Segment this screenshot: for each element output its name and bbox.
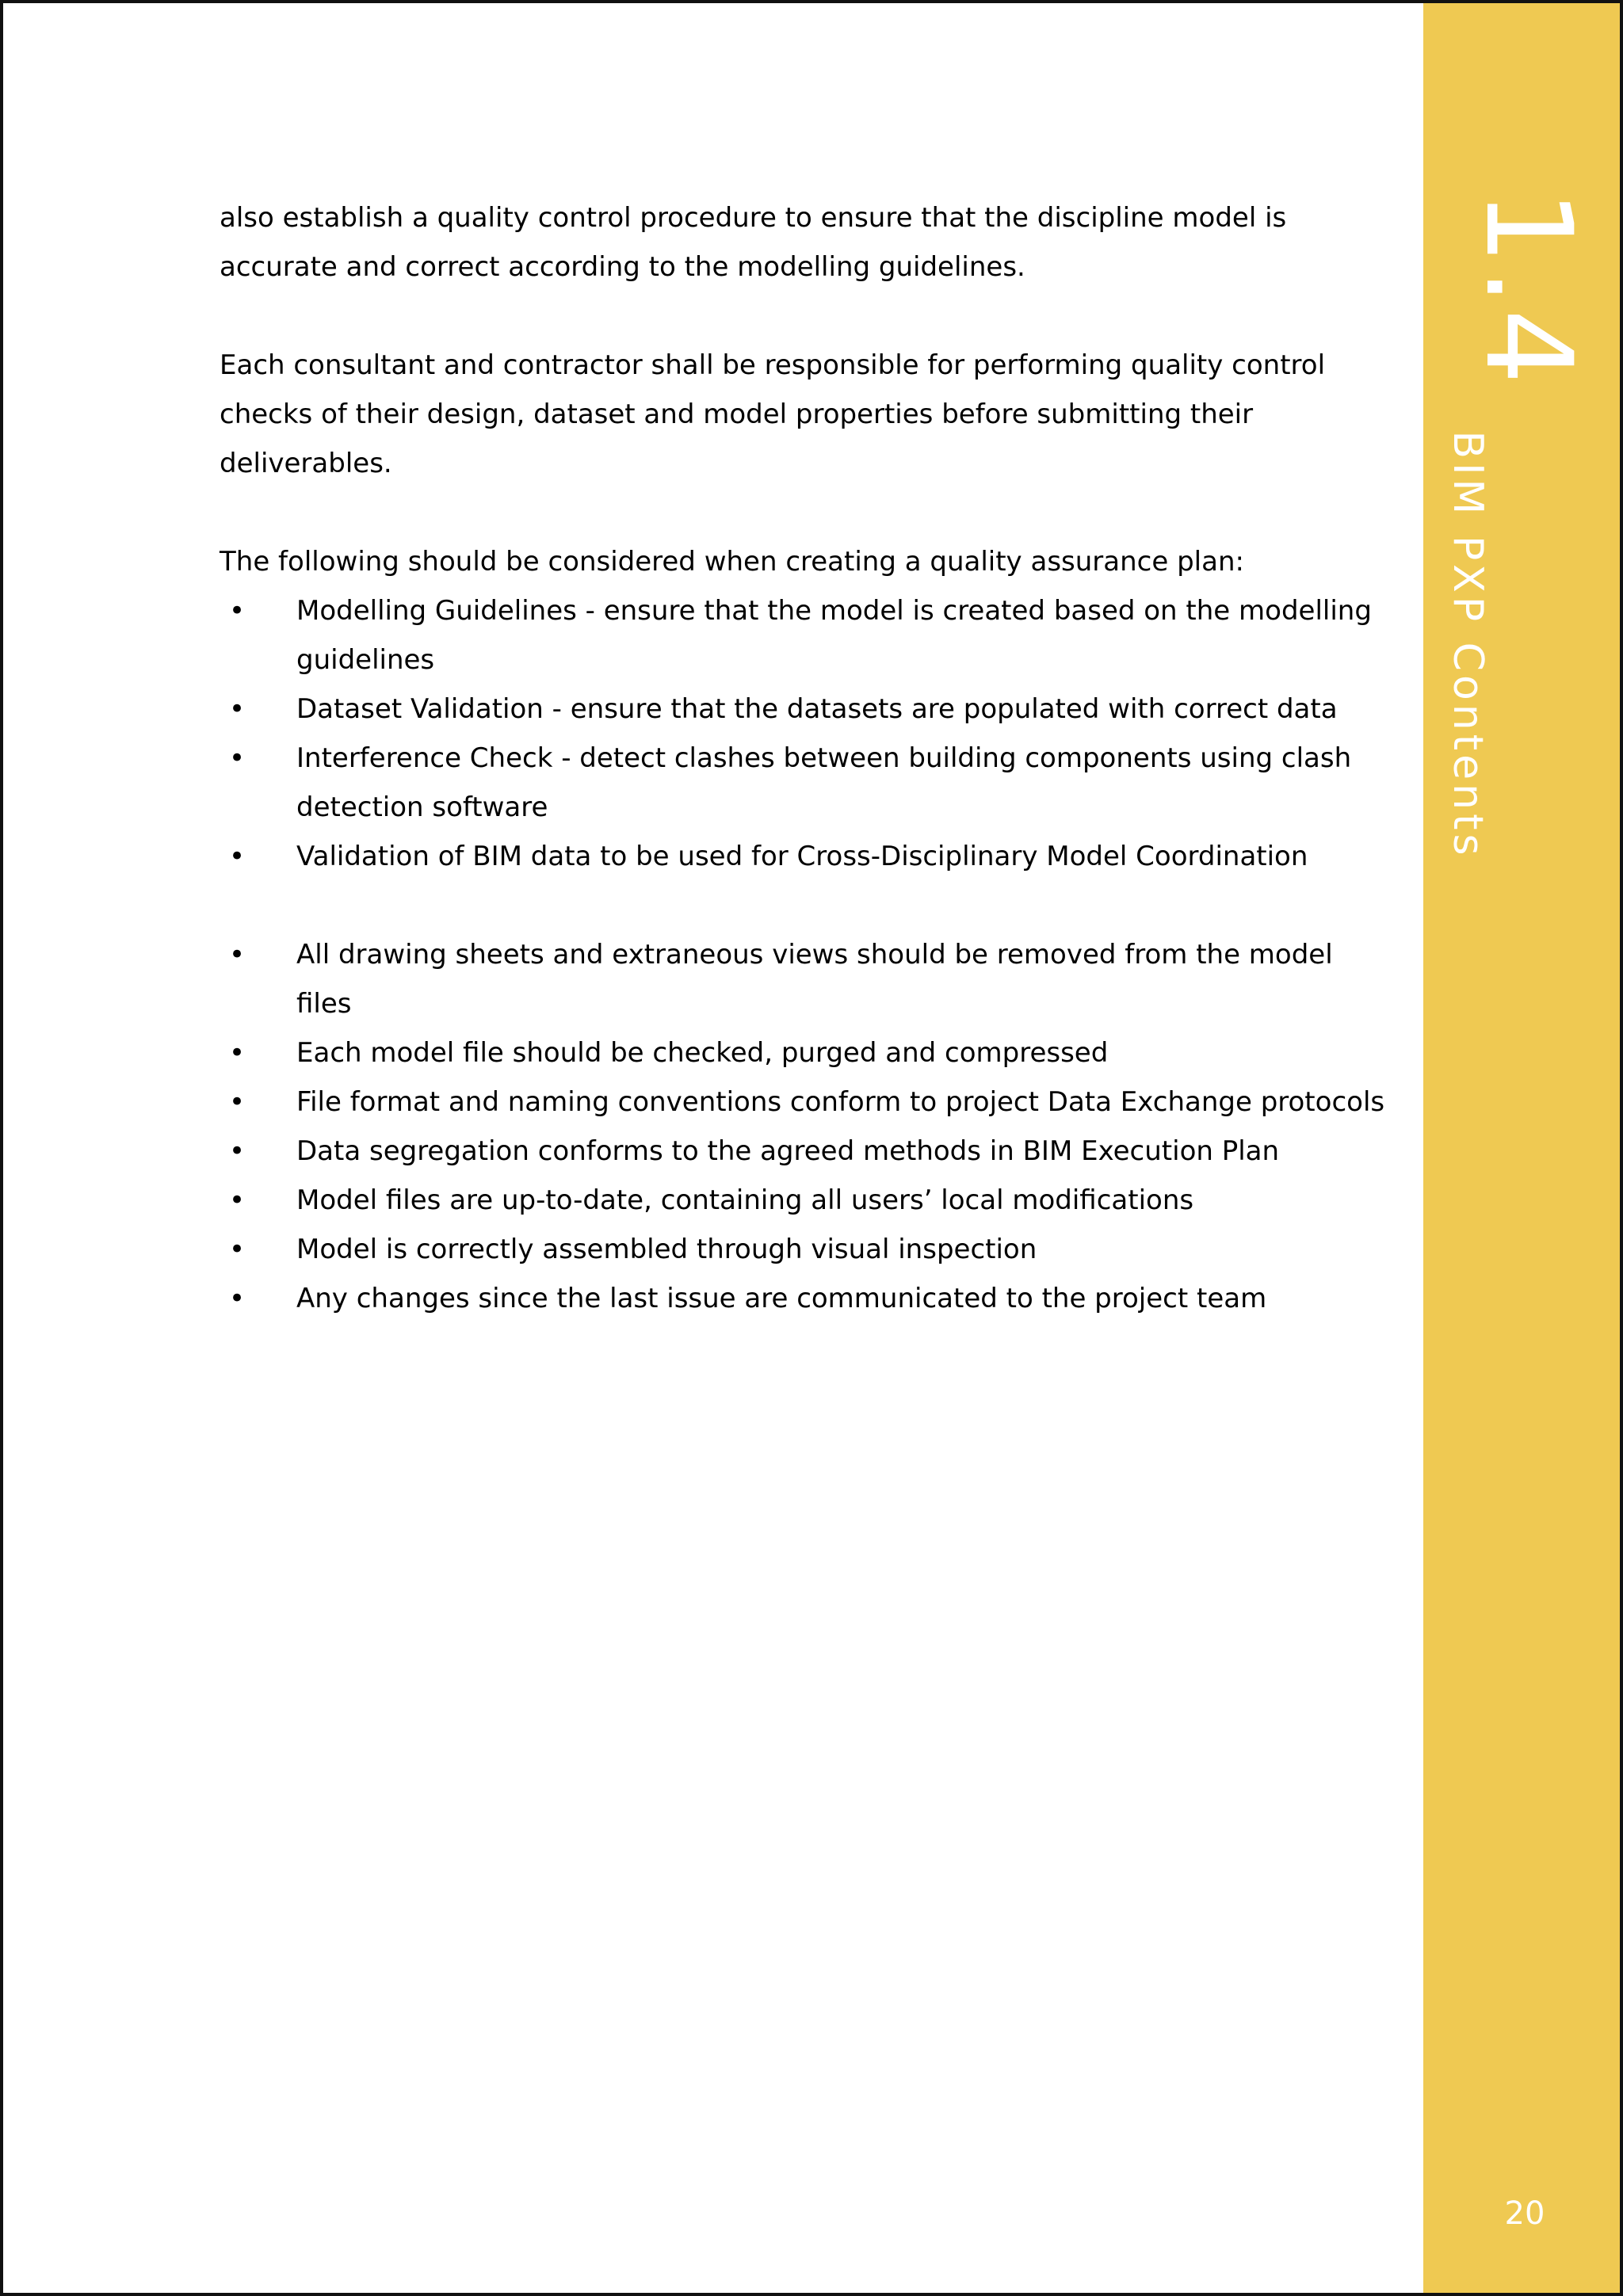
bullet-icon: • [229, 595, 246, 627]
bullet-icon: • [229, 1037, 246, 1069]
bullet-icon: • [229, 1135, 246, 1167]
list-item [220, 832, 1392, 881]
list-item [220, 1127, 1392, 1176]
list-intro: The following should be considered when creating a quality assurance plan: [220, 546, 1244, 578]
list-item [220, 1028, 1392, 1077]
list-item-text: Model is correctly assembled through visual inspection [296, 1234, 1037, 1265]
list-item [220, 685, 1392, 734]
list-item [220, 1176, 1392, 1225]
list-spacer [220, 881, 1392, 930]
bullet-icon: • [229, 1086, 246, 1118]
quality-assurance-list [220, 586, 1392, 881]
list-item-text: File format and naming conventions conform to project Data Exchange protocols [296, 1086, 1385, 1118]
model-checklist [220, 930, 1392, 1323]
list-item-text: Interference Check - detect clashes between building components using clash detection software [296, 742, 1352, 823]
page-number: 20 [1504, 2195, 1545, 2232]
paragraph-quality-control: also establish a quality control procedure to ensure that the discipline model is accurate and correct according to the modelling guidelines. [220, 202, 1287, 283]
list-item-text: Validation of BIM data to be used for Cross-Disciplinary Model Coordination [296, 841, 1308, 872]
list-item [220, 734, 1392, 832]
list-item [220, 1077, 1392, 1127]
list-item [220, 586, 1392, 685]
body-content [220, 193, 1392, 1323]
section-title: BIM PXP Contents [1444, 430, 1491, 860]
bullet-icon: • [229, 939, 246, 971]
bullet-icon: • [229, 841, 246, 872]
list-item-text: Dataset Validation - ensure that the datasets are populated with correct data [296, 693, 1338, 725]
list-item [220, 930, 1392, 1028]
list-item-text: Each model file should be checked, purged and compressed [296, 1037, 1109, 1069]
bullet-icon: • [229, 693, 246, 725]
list-item [220, 1274, 1392, 1323]
paragraph-responsibility: Each consultant and contractor shall be responsible for performing quality control checks of their design, dataset and model properties before submitting their deliverables. [220, 349, 1326, 479]
list-item-text: Data segregation conforms to the agreed methods in BIM Execution Plan [296, 1135, 1280, 1167]
list-item-text: Modelling Guidelines - ensure that the model is created based on the modelling guidelines [296, 595, 1372, 676]
list-item-text: Model files are up-to-date, containing all users’ local modifications [296, 1184, 1194, 1216]
bullet-icon: • [229, 1283, 246, 1314]
list-item-text: All drawing sheets and extraneous views should be removed from the model files [296, 939, 1333, 1020]
list-item [220, 1225, 1392, 1274]
list-item-text: Any changes since the last issue are communicated to the project team [296, 1283, 1267, 1314]
bullet-icon: • [229, 1184, 246, 1216]
section-number: 1.4 [1459, 189, 1597, 388]
bullet-icon: • [229, 1234, 246, 1265]
bullet-icon: • [229, 742, 246, 774]
